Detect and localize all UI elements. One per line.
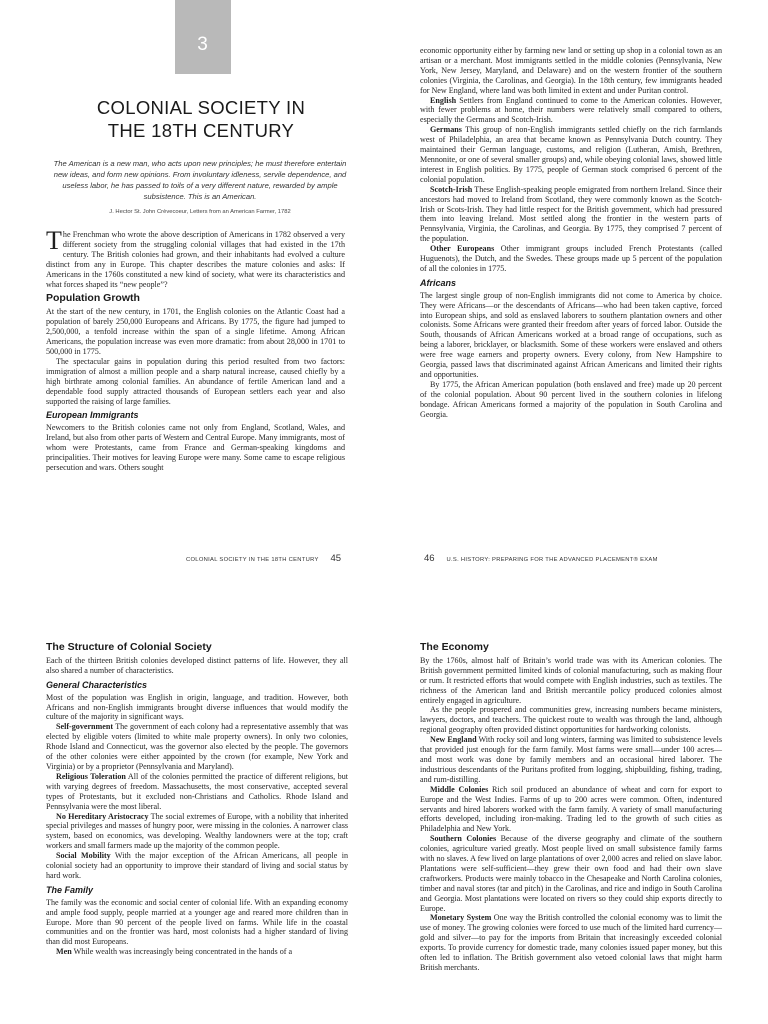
paragraph: The family was the economic and social center of colonial life. With an expanding economy and ample food supply, people married at a younger age and reared more children than in Europe. More than 90 percent of the people lived on farms. While life in the coastal communities and on the frontier was hard, most colonists had a higher standard of living than did most Europeans. [46, 897, 348, 947]
page-separator [0, 580, 768, 590]
paragraph-middle-colonies [420, 785, 722, 835]
run-in-head: Self-government [56, 722, 114, 732]
heading-european-immigrants: European Immigrants [46, 410, 139, 421]
running-title: U.S. HISTORY: PREPARING FOR THE ADVANCED PLACEMENT® EXAM [446, 557, 658, 563]
paragraph-self-government [46, 722, 348, 772]
paragraph-text: With the major exception of the African Americans, all people in colonial society had an opportunity to improve their standard of living and social status by hard work. [46, 851, 348, 880]
epigraph-quote: The American is a new man, who acts upon new principles; he must therefore entertain new ideas, and form new opinions. From involuntary idleness, servile dependence, and useless labor, he has passed to toils of a very different nature, rewarded by ample subsistence. This is an American. [53, 159, 347, 201]
intro-paragraph [46, 226, 345, 289]
page-47 [0, 590, 384, 1024]
paragraph-text: Because of the diverse geography and climate of the southern colonies, agriculture varied greatly. Most people lived on small subsistence family farms with no slaves. A few lived on large plantations of over 2,000 acres and relied on slave labor. Plantations were self-sufficient—they grew their own food and had their own slave craftworkers. Products were mainly tobacco in the Chesapeake and North Carolina colonies, timber and naval stores (tar and pitch) in the Carolinas, and rice and indigo in South Carolina and Georgia. Most plantations were located on rivers so they could ship exports directly to Europe. [420, 834, 722, 913]
paragraph-text: These English-speaking people emigrated from northern Ireland. Since their ancestors had moved to Ireland from Scotland, they were commonly known as the Scotch-Irish or Scots-Irish. They had little respect for the British government, which had pressured them into leaving Ireland. Most settled along the frontier in the western parts of Pennsylvania, Virginia, the Carolinas, and Georgia. By 1775, they comprised 7 percent of the population. [420, 184, 722, 244]
paragraph-scotch-irish [420, 185, 722, 244]
run-in-head: Other Europeans [430, 244, 495, 254]
paragraph-new-england [420, 735, 722, 785]
paragraph-text: This group of non-English immigrants settled chiefly on the rich farmlands west of Philadelphia, an area that became known as Pennsylvania Dutch country. They maintained their German language, customs, and religion (Lutheran, Amish, Brethren, Mennonite, or one of several smaller groups) and, while obeying colonial laws, showed little interest in English politics. By 1775, people of German stock comprised 6 percent of the colonial population. [420, 125, 722, 184]
run-in-head: New England [430, 735, 477, 745]
page-48 [384, 590, 768, 1024]
run-in-head: Men [56, 947, 72, 957]
paragraph-religious-toleration [46, 772, 348, 812]
paragraph-text: The social extremes of Europe, with a nobility that inherited special privileges and masses of hungry poor, were missing in the colonies. A narrower class system, based on economics, was developing. Wealthy landowners were at the top; craft workers and small farmers made up the majority of the common people. [46, 811, 348, 851]
heading-the-economy: The Economy [420, 641, 489, 653]
page-number: 45 [330, 553, 342, 564]
paragraph-men [46, 947, 348, 957]
paragraph: Newcomers to the British colonies came not only from England, Scotland, Wales, and Ireland, but also from other parts of Western and Central Europe. Many immigrants, most of whom were Protestants, came from France and German-speaking kingdoms and principalities. Their motives for leaving Europe were many. Some came to escape religious persecution and wars. Others sought [46, 423, 345, 472]
paragraph: Most of the population was English in origin, language, and tradition. However, both Africans and non-English immigrants brought diverse influences that would modify the culture of the majority in significant ways. [46, 692, 348, 722]
paragraph-germans [420, 125, 722, 184]
chapter-number: 3 [197, 34, 209, 55]
heading-general-characteristics: General Characteristics [46, 679, 148, 690]
running-footer [186, 553, 341, 564]
paragraph-social-mobility [46, 851, 348, 881]
paragraph: The spectacular gains in population during this period resulted from two factors: immigration of almost a million people and a sharp natural increase, caused chiefly by a high birthrate among colonial families. An abundance of fertile American land and a dependable food supply attracted thousands of European settlers each year and also supported the raising of large families. [46, 356, 345, 406]
paragraph: By 1775, the African American population (both enslaved and free) made up 20 percent of the colonial population. About 90 percent lived in the southern colonies in lifelong bondage. African Americans formed a majority of the population in South Carolina and Georgia. [420, 379, 722, 419]
page-48-body [420, 638, 722, 973]
paragraph-text: While wealth was increasingly being concentrated in the hands of a [71, 947, 293, 957]
paragraph-monetary-system [420, 913, 722, 972]
paragraph-text: With rocky soil and long winters, farming was limited to subsistence levels that provided just enough for the farm family. Most farms were small—under 100 acres—and most work was done by family members and an occasional hired laborer. The industrious descendants of the Puritans profited from logging, shipbuilding, fishing, trading, and rum-distilling. [420, 735, 722, 784]
paragraph: As the people prospered and communities grew, increasing numbers became ministers, lawyers, doctors, and teachers. The quickest route to wealth was through the land, although regional geography often provided distinct opportunities for hardworking colonists. [420, 705, 722, 735]
paragraph-english [420, 96, 722, 126]
run-in-head: Scotch-Irish [430, 184, 473, 194]
page-number: 46 [424, 553, 435, 564]
chapter-title [46, 96, 356, 142]
paragraph-other-europeans [420, 244, 722, 274]
heading-africans: Africans [420, 277, 457, 288]
paragraph: economic opportunity either by farming new land or setting up shop in a colonial town as an artisan or a merchant. Most immigrants settled in the middle colonies (Pennsylvania, New York, New Jersey, Maryland, and Delaware) and on the western frontier of the southern colonies (Virginia, the Carolinas, and Georgia). In the 18th century, few immigrants headed for New England, where land was both limited in extent and under Puritan control. [420, 46, 722, 95]
run-in-head: Middle Colonies [430, 784, 489, 794]
run-in-head: Social Mobility [56, 851, 111, 861]
paragraph: Each of the thirteen British colonies developed distinct patterns of life. However, they all also shared a number of characteristics. [46, 655, 348, 675]
heading-the-family: The Family [46, 884, 94, 895]
run-in-head: Religious Toleration [56, 771, 126, 781]
paragraph: At the start of the new century, in 1701, the English colonies on the Atlantic Coast had a population of barely 250,000 Europeans and Africans. By 1775, the figure had jumped to 2,500,000, a tenfold increase within the span of a single lifetime. Among African Americans, the population increase was even more dramatic: from about 28,000 in 1701 to 500,000 in 1775. [46, 307, 345, 356]
heading-population-growth: Population Growth [46, 292, 140, 305]
paragraph-text: Settlers from England continued to come to the American colonies. However, with fewer problems at home, their numbers were relatively small compared to others, especially the Germans and Scotch-Irish. [420, 95, 722, 125]
epigraph-attribution: J. Hector St. John Crèvecoeur, Letters from an American Farmer, 1782 [109, 209, 291, 215]
page-45-body [46, 226, 345, 473]
run-in-head: Monetary System [430, 913, 492, 923]
paragraph-no-hereditary-aristocracy [46, 812, 348, 852]
page-47-body [46, 638, 348, 957]
intro-text: he Frenchman who wrote the above description of Americans in 1782 observed a very different society from the struggling colonial villages that had existed in the 17th century. The British colonies had grown, and their inhabitants had evolved a culture distinct from any in Europe. This chapter describes the mature colonies and asks: If Americans in the 1760s constituted a new kind of society, what were its characteristics and what forces shaped its “new people”? [46, 230, 345, 289]
page-46-body [420, 46, 722, 420]
paragraph-text: Other immigrant groups included French Protestants (called Huguenots), the Dutch, and the Swedes. These groups made up 5 percent of the population of all the colonies in 1775. [420, 244, 722, 273]
running-title: COLONIAL SOCIETY IN THE 18TH CENTURY [186, 557, 319, 563]
page-45 [0, 0, 384, 580]
running-header [424, 553, 658, 564]
chapter-number-tab [175, 0, 231, 74]
run-in-head: Germans [430, 125, 462, 135]
run-in-head: No Hereditary Aristocracy [56, 811, 149, 821]
paragraph-text: Rich soil produced an abundance of wheat and corn for export to Europe and the West Indies. Farms of up to 200 acres were common. Often, indentured servants and hired laborers worked with the farm family. A variety of small manufacturing efforts developed, including iron-making. Trading led to the growth of such cities as Philadelphia and New York. [420, 784, 722, 834]
chapter-title-line-1: COLONIAL SOCIETY IN [96, 97, 306, 118]
paragraph: By the 1760s, almost half of Britain’s world trade was with its American colonies. The British government permitted limited kinds of colonial manufacturing, such as making flour or rum. It restricted efforts that would compete with English industries, such as textiles. The richness of the American land and British mercantile policy produced colonies almost entirely engaged in agriculture. [420, 655, 722, 705]
paragraph-text: All of the colonies permitted the practice of different religions, but with varying degrees of freedom. Massachusetts, the most conservative, accepted several types of Protestants, but it excluded non-Christians and Catholics. Rhode Island and Pennsylvania were the most liberal. [46, 771, 348, 811]
run-in-head: English [430, 95, 457, 105]
run-in-head: Southern Colonies [430, 834, 497, 844]
drop-cap: T [46, 226, 62, 255]
chapter-title-line-2: THE 18TH CENTURY [107, 120, 295, 141]
paragraph: The largest single group of non-English immigrants did not come to America by choice. They were Africans—or the descendants of Africans—who had been taken captive, forced into European ships, and sold as enslaved laborers to southern plantation owners and other colonists. Some Africans were granted their freedom after years of forced labor. Outside the South, thousands of African Americans worked at a broad range of occupations, such as being a laborer, bricklayer, or blacksmith. Some of these workers were enslaved and others were free wage earners and property owners. Every colony, from New Hampshire to Georgia, passed laws that discriminated against African Americans and limited their rights and opportunities. [420, 290, 722, 379]
paragraph-southern-colonies [420, 834, 722, 913]
page-46 [384, 0, 768, 580]
paragraph-text: The government of each colony had a representative assembly that was elected by eligible voters (limited to white male property owners). In only two colonies, Rhode Island and Connecticut, was the governor also elected by the people. The governors of the other colonies were either appointed by the crown (for example, New York and Virginia) or by a proprietor (Pennsylvania and Maryland). [46, 722, 348, 771]
paragraph-text: One way the British controlled the colonial economy was to limit the use of money. The growing colonies were forced to use much of the limited hard currency—gold and silver—to pay for the imports from Britain that increasingly exceeded colonial exports. To provide currency for domestic trade, many colonies issued paper money, but this often led to inflation. The British government also vetoed colonial laws that might harm British merchants. [420, 913, 722, 972]
heading-structure-of-colonial-society: The Structure of Colonial Society [46, 641, 212, 653]
